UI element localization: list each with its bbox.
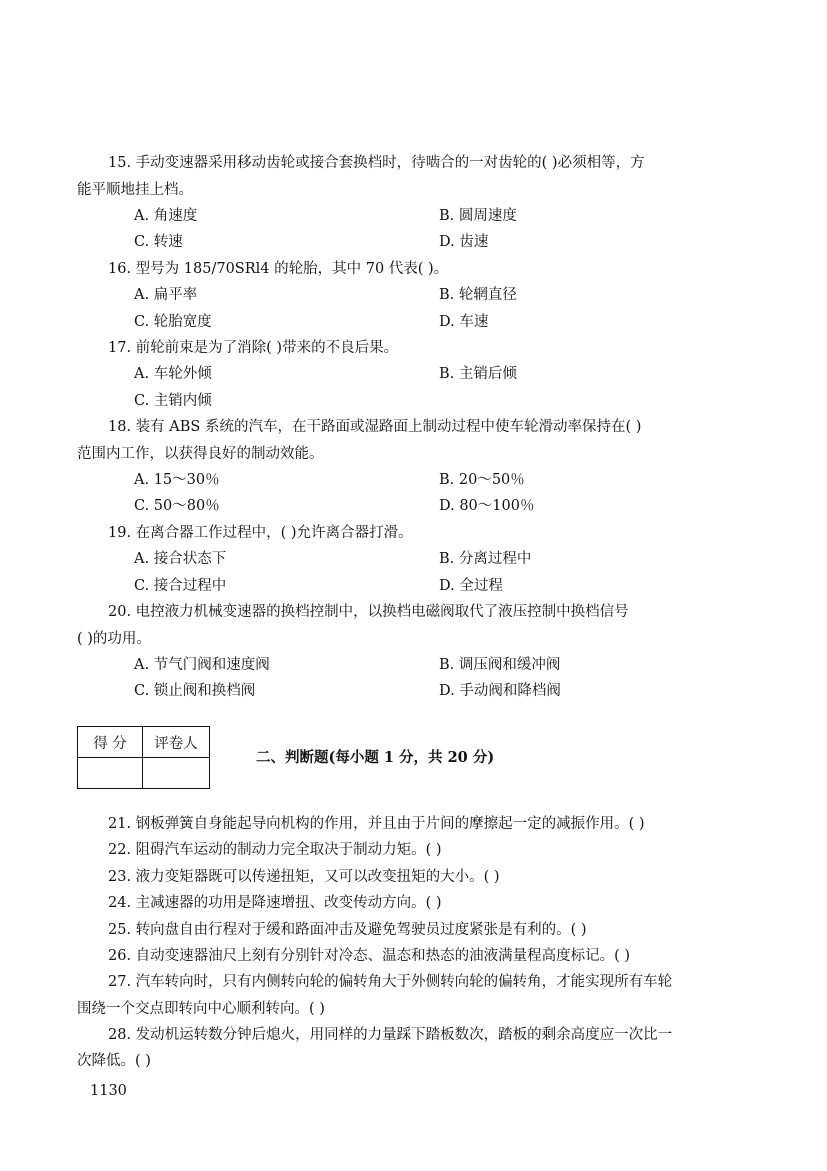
question-15-option-c: C. 转速 <box>134 234 183 250</box>
question-15-text-cont: 能平顺地挂上档。 <box>77 182 193 198</box>
score-cell[interactable] <box>78 758 143 789</box>
question-18-option-c: C. 50～80％ <box>134 498 220 514</box>
question-17-option-b: B. 主销后倾 <box>439 366 517 382</box>
question-26-text: 26. 自动变速器油尺上刻有分别针对冷态、温态和热态的油液满量程高度标记。( ) <box>108 948 631 964</box>
grader-cell[interactable] <box>143 758 210 789</box>
question-28-text-cont: 次降低。( ) <box>77 1053 151 1069</box>
question-20-option-b: B. 调压阀和缓冲阀 <box>439 657 561 673</box>
question-23-text: 23. 液力变矩器既可以传递扭矩，又可以改变扭矩的大小。( ) <box>108 869 500 885</box>
question-20-text: 20. 电控液力机械变速器的换档控制中，以换档电磁阀取代了液压控制中换档信号 <box>108 604 629 620</box>
question-24-text: 24. 主减速器的功用是降速增扭、改变传动方向。( ) <box>108 895 442 911</box>
question-17-option-a: A. 车轮外倾 <box>134 366 212 382</box>
section-2-title: 二、判断题(每小题 1 分，共 20 分) <box>256 749 495 766</box>
question-20-text-cont: ( )的功用。 <box>77 631 151 647</box>
question-20-option-c: C. 锁止阀和换档阀 <box>134 683 256 699</box>
question-18-option-a: A. 15～30％ <box>134 472 220 488</box>
question-19-text: 19. 在离合器工作过程中，( )允许离合器打滑。 <box>108 525 413 541</box>
question-19-option-c: C. 接合过程中 <box>134 578 227 594</box>
question-18-option-b: B. 20～50％ <box>439 472 525 488</box>
question-15-text: 15. 手动变速器采用移动齿轮或接合套换档时，待啮合的一对齿轮的( )必须相等，方 <box>108 155 645 171</box>
question-18-option-d: D. 80～100％ <box>439 498 535 514</box>
question-16-option-a: A. 扁平率 <box>134 287 198 303</box>
question-28-text: 28. 发动机运转数分钟后熄火，用同样的力量踩下踏板数次，踏板的剩余高度应一次比一 <box>108 1027 673 1043</box>
question-16-option-b: B. 轮辋直径 <box>439 287 517 303</box>
question-16-option-d: D. 车速 <box>439 314 489 330</box>
question-15-option-b: B. 圆周速度 <box>439 208 517 224</box>
question-21-text: 21. 钢板弹簧自身能起导向机构的作用，并且由于片间的摩擦起一定的减振作用。( ) <box>108 816 645 832</box>
question-16-option-c: C. 轮胎宽度 <box>134 314 212 330</box>
question-18-text-cont: 范围内工作，以获得良好的制动效能。 <box>77 446 324 462</box>
question-17-text: 17. 前轮前束是为了消除( )带来的不良后果。 <box>108 340 399 356</box>
question-15-option-d: D. 齿速 <box>439 234 489 250</box>
question-15-option-a: A. 角速度 <box>134 208 198 224</box>
question-22-text: 22. 阻碍汽车运动的制动力完全取决于制动力矩。( ) <box>108 842 442 858</box>
grader-label: 评卷人 <box>143 727 210 758</box>
page-number: 1130 <box>90 1083 127 1099</box>
question-19-option-b: B. 分离过程中 <box>439 551 532 567</box>
question-16-text: 16. 型号为 185/70SRl4 的轮胎，其中 70 代表( )。 <box>108 261 449 277</box>
question-20-option-a: A. 节气门阀和速度阀 <box>134 657 270 673</box>
question-20-option-d: D. 手动阀和降档阀 <box>439 683 561 699</box>
question-27-text: 27. 汽车转向时，只有内侧转向轮的偏转角大于外侧转向轮的偏转角，才能实现所有车轮 <box>108 974 673 990</box>
question-17-option-c: C. 主销内倾 <box>134 393 212 409</box>
question-19-option-a: A. 接合状态下 <box>134 551 227 567</box>
question-19-option-d: D. 全过程 <box>439 578 503 594</box>
score-table <box>77 726 210 789</box>
question-27-text-cont: 围绕一个交点即转向中心顺利转向。( ) <box>77 1001 325 1017</box>
score-label: 得 分 <box>78 727 143 758</box>
question-18-text: 18. 装有 ABS 系统的汽车，在干路面或湿路面上制动过程中使车轮滑动率保持在( ) <box>108 419 642 435</box>
question-25-text: 25. 转向盘自由行程对于缓和路面冲击及避免驾驶员过度紧张是有利的。( ) <box>108 922 587 938</box>
